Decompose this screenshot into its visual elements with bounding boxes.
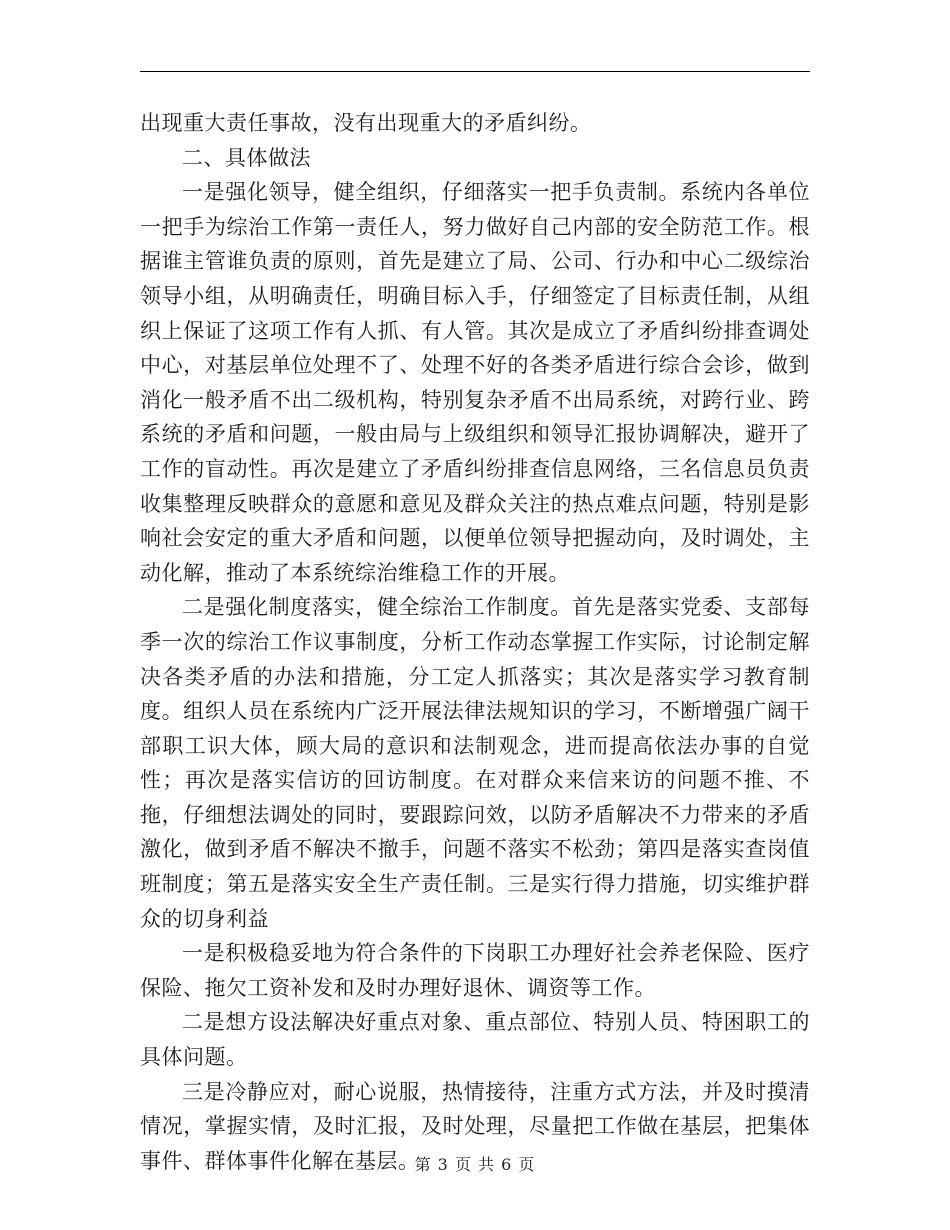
paragraph-system: 二是强化制度落实，健全综治工作制度。首先是落实党委、支部每季一次的综治工作议事制度，分析工作动态掌握工作实际，讨论制定解决各类矛盾的办法和措施，分工定人抓落实；其次是落实学习教育制度。组织人员在系统内广泛开展法律法规知识的学习，不断增强广阔干部职工识大体，顾大局的意识和法制观念，进而提高依法办事的自觉性；再次是落实信访的回访制度。在对群众来信来访的问题不推、不拖，仔细想法调处的同时，要跟踪问效，以防矛盾解决不力带来的矛盾激化，做到矛盾不解决不撤手，问题不落实不松劲；第四是落实查岗值班制度；第五是落实安全生产责任制。三是实行得力措施，切实维护群众的切身利益 [140, 595, 810, 931]
paragraph-measure-3: 三是冷静应对，耐心说服，热情接待，注重方式方法，并及时摸清情况，掌握实情，及时汇报，及时处理，尽量把工作做在基层，把集体事件、群体事件化解在基层。 [140, 1079, 810, 1173]
header-divider [140, 71, 810, 72]
document-body [140, 106, 810, 1178]
page-number-footer: 第 3 页 共 6 页 [414, 1155, 536, 1174]
section-heading: 二、具体做法 [182, 145, 311, 170]
paragraph-continuation: 出现重大责任事故，没有出现重大的矛盾纠纷。 [140, 111, 592, 135]
paragraph-measure-1: 一是积极稳妥地为符合条件的下岗职工办理好社会养老保险、医疗保险、拖欠工资补发和及时办理好退休、调资等工作。 [140, 941, 810, 1000]
paragraph-measure-2: 二是想方设法解决好重点对象、重点部位、特别人员、特困职工的具体问题。 [140, 1010, 810, 1070]
paragraph-leadership: 一是强化领导，健全组织，仔细落实一把手负责制。系统内各单位一把手为综治工作第一责任人，努力做好自己内部的安全防范工作。根据谁主管谁负责的原则，首先是建立了局、公司、行办和中心二级综治领导小组，从明确责任，明确目标入手，仔细签定了目标责任制，从组织上保证了这项工作有人抓、有人管。其次是成立了矛盾纠纷排查调处中心，对基层单位处理不了、处理不好的各类矛盾进行综合会诊，做到消化一般矛盾不出二级机构，特别复杂矛盾不出局系统，对跨行业、跨系统的矛盾和问题，一般由局与上级组织和领导汇报协调解决，避开了工作的盲动性。再次是建立了矛盾纠纷排查信息网络，三名信息员负责收集整理反映群众的意愿和意见及群众关注的热点难点问题，特别是影响社会安定的重大矛盾和问题，以便单位领导把握动向，及时调处，主动化解，推动了本系统综治维稳工作的开展。 [140, 180, 810, 585]
